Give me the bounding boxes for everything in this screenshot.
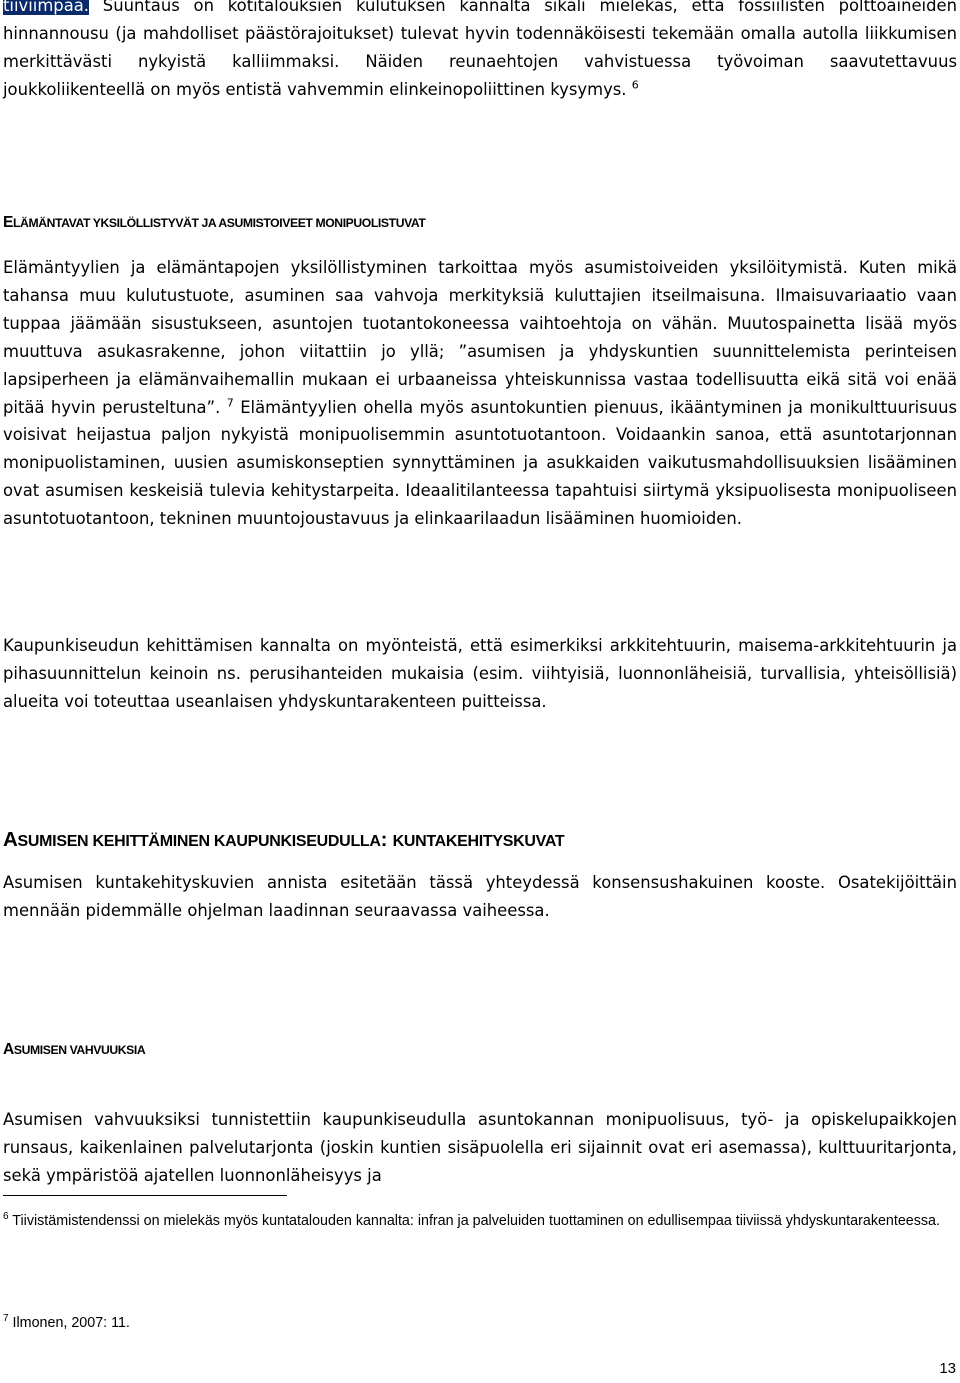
footnote-text: Ilmonen, 2007: 11. — [8, 1315, 130, 1331]
paragraph-text: Suuntaus on kotitalouksien kulutuksen kannalta sikäli mielekäs, että fossiilisten polttoaineiden hinnannousu (ja mahdolliset päästörajoitukset) tulevat hyvin todennäköisesti tekemään omalla autolla liikkumisen merkittävästi nykyistä kalliimmaksi. Näiden reunaehtojen vahvistuessa työvoiman saavutettavuus joukkoliikenteellä on myös entistä vahvemmin elinkeinopoliittinen kysymys. — [3, 0, 957, 99]
paragraph-strengths: Asumisen vahvuuksiksi tunnistettiin kaupunkiseudulla asuntokannan monipuolisuus, työ- ja opiskelupaikkojen runsaus, kaikenlainen palvelutarjonta (joskin kuntien sisäpuolella eri sijainnit ovat eri asemassa), kulttuuritarjonta, sekä ympäristöä ajatellen luonnonläheisyys ja — [3, 1110, 957, 1185]
paragraph-lifestyles — [3, 254, 957, 533]
footnote-number: 6 — [3, 1211, 9, 1223]
paragraph-text: Elämäntyylien ja elämäntapojen yksilöllistyminen tarkoittaa myös asumistoiveiden yksilöitymistä. Kuten mikä tahansa muu kulutustuote, asuminen saa vahvoja merkityksiä kuluttajien itseilmaisuna. Ilmaisuvariaatio vaan tuppaa jäämään sisustukseen, asuntojen tuotantokoneessa vaihtoehtoja on vähän. Muutospainetta lisää myös muuttuva asukasrakenne, johon viitattiin jo yllä; ”asumisen ja yhdyskuntien suunnittelemista perinteisen lapsiperheen ja elämänvaihemallin mukaan ei urbaaneissa yhteiskunnissa vastaa todellisuutta eikä sitä voi enää pitää hyvin perusteltuna”. — [3, 258, 957, 417]
paragraph-text: Elämäntyylien ohella myös asuntokuntien pienuus, ikääntyminen ja monikulttuurisuus voisivat heijastua paljon nykyistä monipuolisemmin asuntotuotantoon. Voidaankin sanoa, että asuntotarjonnan monipuolistaminen, uusien asumiskonseptien synnyttäminen ja asukkaiden vaikutusmahdollisuuksien lisääminen ovat asumisen keskeisiä tulevia kehitystarpeita. Ideaalitilanteessa tapahtuisi siirtymä yksipuolisesta monipuoliseen asuntotuotantoon, tekninen muuntojoustavuus ja elinkaarilaadun lisääminen huomioiden. — [3, 397, 958, 529]
paragraph-development: Kaupunkiseudun kehittämisen kannalta on myönteistä, että esimerkiksi arkkitehtuurin, maisema-arkkitehtuurin ja pihasuunnittelun keinoin ns. perusihanteiden mukaisia (esim. viihtyisiä, luonnonläheisiä, turvallisia, yhteisöllisiä) alueita voi toteuttaa useanlaisen yhdyskuntarakenteen puitteissa. — [3, 636, 957, 711]
footnote-7 — [3, 1310, 957, 1337]
footnote-text: Tiivistämistendenssi on mielekäs myös kuntatalouden kannalta: infran ja palveluiden tuottaminen on edullisempaa tiiviissä yhdyskuntarakenteessa. — [8, 1213, 940, 1229]
footnote-number: 7 — [3, 1313, 9, 1325]
section-heading-lifestyles: ELÄMÄNTAVAT YKSILÖLLISTYVÄT JA ASUMISTOIVEET MONIPUOLISTUVAT — [3, 214, 426, 231]
footnote-ref[interactable]: 7 — [226, 396, 234, 410]
section-heading-strengths: ASUMISEN VAHVUUKSIA — [3, 1041, 146, 1058]
footnote-divider — [3, 1195, 287, 1196]
footnote-6 — [3, 1208, 957, 1235]
paragraph-summary: Asumisen kuntakehityskuvien annista esitetään tässä yhteydessä konsensushakuinen kooste. Osatekijöittäin mennään pidemmälle ohjelman laadinnan seuraavassa vaiheessa. — [3, 873, 957, 920]
page-number: 13 — [939, 1360, 956, 1377]
section-heading-housing-development: ASUMISEN KEHITTÄMINEN KAUPUNKISEUDULLA: KUNTAKEHITYSKUVAT — [3, 828, 565, 851]
paragraph-intro — [3, 0, 957, 104]
highlighted-text: tiiviimpää. — [3, 0, 89, 15]
footnote-ref[interactable]: 6 — [631, 78, 639, 92]
